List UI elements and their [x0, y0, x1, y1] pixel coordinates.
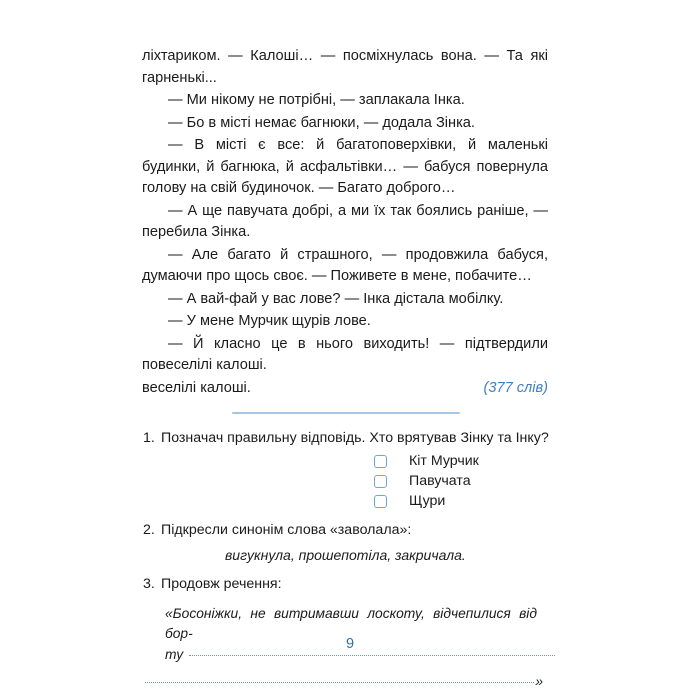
exercise-question-1 [143, 428, 553, 449]
exercise-number: 1. [143, 430, 155, 446]
passage-paragraph: — Ми нікому не потрібні, — заплакала Інка. [168, 92, 465, 108]
answer-option[interactable] [143, 472, 553, 490]
answer-options-list [143, 452, 553, 510]
exercise-prompt: Підкресли синонім слова «заволала»: [161, 522, 412, 538]
passage-paragraph: — У мене Мурчик щурів лове. [168, 313, 371, 329]
exercise-prompt: Позначач правильну відповідь. Хто врятував Зінку та Інку? [161, 430, 549, 446]
exercise-number: 2. [143, 522, 155, 538]
passage-paragraph: ліхтариком. — Калоші… — посміхнулась вона. — Та які гарненькі... [142, 48, 548, 86]
exercise-question-2 [143, 520, 553, 541]
answer-option[interactable] [143, 492, 553, 510]
passage-paragraph: — А ще павучата добрі, а ми їх так боялись раніше, — перебила Зінка. [142, 202, 548, 240]
write-in-line[interactable] [145, 670, 534, 683]
page-number: 9 [345, 636, 355, 652]
section-divider [232, 412, 460, 414]
answer-option-label: Кіт Мурчик [409, 452, 479, 469]
exercise-question-3 [143, 574, 553, 595]
exercise-prompt: Продовж речення: [161, 576, 282, 592]
passage-paragraph: — Але багато й страшного, — продовжила бабуся, думаючи про щось своє. — Поживете в мене, побачите… [142, 246, 548, 284]
word-count: (377 слів) [483, 379, 548, 396]
answer-option-label: Павучата [409, 472, 471, 489]
passage-paragraph: — Бо в місті немає багнюки, — додала Зінка. [168, 114, 475, 131]
passage-paragraph: — А вай-фай у вас лове? — Інка дістала мобілку. [168, 290, 504, 307]
passage-last-line-text: веселілі калоші. [142, 379, 251, 396]
checkbox-icon[interactable] [374, 475, 387, 488]
answer-option[interactable] [143, 452, 553, 470]
answer-option-label: Щури [409, 492, 446, 509]
sentence-to-continue: «Босоніжки, не витримавши лоскоту, відчепилися від бор- [165, 606, 537, 641]
passage-paragraph: — Й класно це в нього виходить! — підтвердили повеселілі калоші. [142, 335, 548, 373]
checkbox-icon[interactable] [374, 495, 387, 508]
passage-last-line [142, 378, 548, 400]
exercise-number: 3. [143, 576, 155, 592]
answer-fill-row [143, 673, 543, 689]
synonym-choices[interactable]: вигукнула, прошепотіла, закричала. [225, 547, 466, 563]
sentence-continuation-lead: ту [165, 647, 184, 662]
reading-passage [142, 46, 548, 399]
checkbox-icon[interactable] [374, 455, 387, 468]
passage-paragraph: — В місті є все: й багатоповерхівки, й маленькі будинки, й багнюка, й асфальтівки… — бабуся повернула голову на свій будиночок. — Багато доброго… [142, 137, 548, 196]
closing-quote: » [535, 673, 543, 689]
